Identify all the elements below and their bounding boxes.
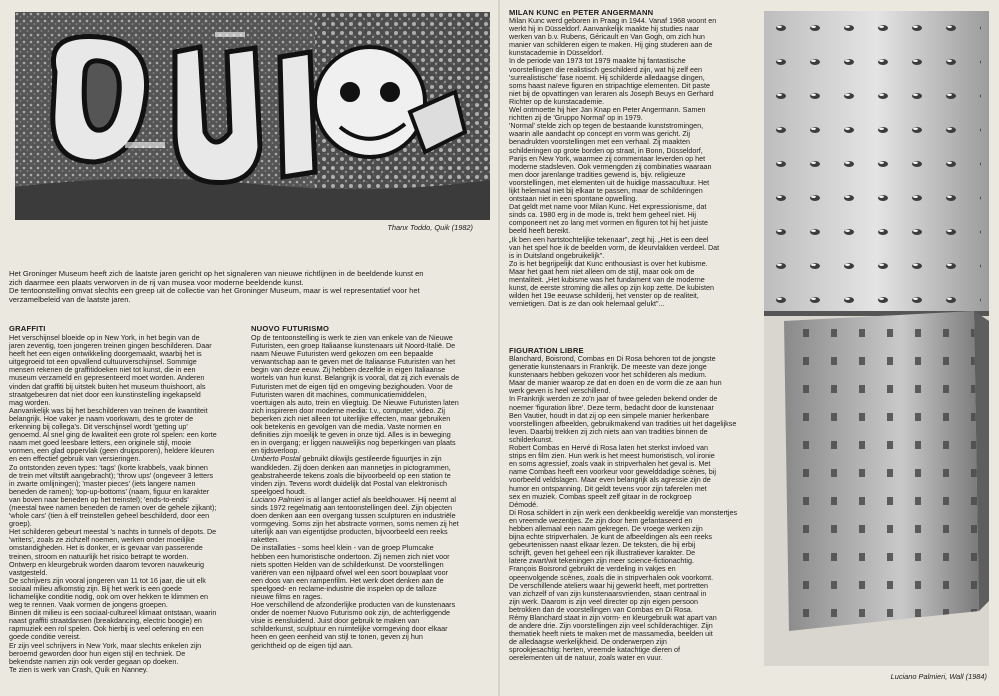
figuration-libre-text: Blanchard, Boisrond, Combas en Di Rosa behoren tot de jongste generatie kunstenaars in Frankrijk. De meeste van deze jonge kunstenaars hebben gekozen voor het schilderen als medium. Maar de manier waarop ze dat en doen en de vorm die ze aan hun werk geven is heel verschillend. In Frankrijk werden ze zo'n jaar of twee geleden bekend onder de noemer 'figuration libre'. Deze term, bedacht door de kunstenaar Ben Vautier, houdt in dat zij op een simpele manier herkenbare voorstellingen afbeelden, gebruikmakend van tradities uit het dagelijkse leven. Daarbij trekken zij zich niets aan van tradities binnen de schilderkunst. Robert Combas en Hervé di Rosa laten het sterkst invloed van strips en film zien. Hun werk is het meest humoristisch, vol ironie en soms agressief, zoals vaak in stripverhalen het geval is. Met name Combas heeft een voorkeur voor gewelddadige scènes, bij voorbeeld veldslagen. Maar even belangrijk als agressie zijn de humor en ontspanning. Dit geldt tevens voor zijn taferelen met sex en muziek. Combas speelt zelf gitaar in de rockgroep Démodé. Di Rosa schildert in zijn werk een denkbeeldig wereldje van monstertjes en vreemde wezentjes. Ze zijn door hem gefantaseerd en hebben allemaal een naam gekregen. De vroege werken zijn bijna echte stripverhalen. Je kunt de afbeeldingen als een reeks gebeurtenissen naast elkaar lezen. De teksten, die hij erbij schrijft, geven het geheel een rijk illustratiever karakter. De latere zwart/wit tekeningen zijn meer science-fictionachtig. François Boisrond gebruikt de verdeling in vakjes en opeenvolgende scènes, zoals die in stripverhalen ook voorkomt. De verschillende ateliers waar hij gewerkt heeft, met portretten van zichzelf of van zijn kunstenaarsvrienden, staan centraal in zijn werk. Daarom is zijn veel directer op zijn eigen persoon betrokken dan de voorstellingen van Combas en Di Rosa. Rémy Blanchard staat in zijn vorm- en kleurgebruik wat apart van de andere drie. Zijn voorstellingen zijn veel schilderachtiger. Zijn thematiek heeft niets te maken met de massamedia, beelden uit de alledaagse werkelijkheid. De onderwerpen zijn sprookjesachtig: herten, vreemde katachtige dieren of oerelementen uit de natuur, zoals water en vuur.	[509, 354, 738, 663]
artist-name-postal: Umberto Postal	[251, 454, 301, 464]
nuovo-futurismo-heading: NUOVO FUTURISMO	[251, 324, 330, 333]
kunc-text: Milan Kunc werd geboren in Praag in 1944. Vanaf 1968 woont en werkt hij in Düsseldorf. Aanvankelijk maakte hij studies naar werken van b.v. Rubens, Géricault en Van Gogh, om zich hun manier van schilderen eigen te maken. Hij ging studeren aan de kunstacademie in Düsseldorf. In de periode van 1973 tot 1979 maakte hij fantastische voorstellingen die realistisch geschilderd zijn, wat hij zelf een 'surrealistische' fase noemt. Hij schilderde alledaagse dingen, soms haast naïeve figuren en stripachtige elementen. Dit paste niet bij de opvattingen van leraren als Joseph Beuys en Gerhard Richter op de kunstacademie. Wel ontmoette hij hier Jan Knap en Peter Angermann. Samen richtten zij de 'Gruppo Normal' op in 1979. 'Normal' stelde zich op tegen de bestaande kunststromingen, waarin alle aandacht op concept en vorm was gericht. Zij benadrukten voorstellingen met een verhaal. Zij maakten schilderingen op grote borden op straat, in Bonn, Düsseldorf, Parijs en New York, waarmee zij commentaar leverden op het moderne stadsleven. Ook vermengden zij combinaties waaraan men door jarenlange tradities gewend is, bijv. religieuze voorstellingen, met elementen uit de huidige massacultuur. Het lijkt helemaal niet bij elkaar te passen, maar de schilderingen ontstaan niet in een spontane opwelling. Dat geldt met name voor Milan Kunc. Het expressionisme, dat sinds ca. 1980 erg in de mode is, trekt hem geheel niet. Hij componeert net zo lang met vormen en figuren tot hij het juiste beeld heeft bereikt. „Ik ben een hartstochtelijke tekenaar", zegt hij. „Het is een deel van het spel hoe ik de beelden vorm, de kleurvlakken verdeel. Dat is in Duitsland ongebruikelijk". Zo is het begrijpelijk dat Kunc enthousiast is over het kubisme. Maar het gaat hem niet alleen om de stijl, maar ook om de mentaliteit. „Het kubisme was het fundament van de moderne kunst, de eerste stroming die alles op zijn kop zette. De kubisten wilden het 19e eeuwse schilderij, het venster op de realiteit, vernietigen. Dat is ze dan ook helemaal gelukt"...	[509, 16, 720, 309]
nuovo-futurismo-p1: Op de tentoonstelling is werk te zien van enkele van de Nieuwe Futuristen, een groep Italiaanse kunstenaars uit Noord-Italië. De naam Nieuwe Futuristen werd gekozen om een bepaalde verwantschap aan te geven met de Italiaanse Futuristen van het begin van deze eeuw. Zij hebben dezelfde in eigen Italiaanse wortels van hun kunst. Belangrijk is vooral, dat zij zich evenals de Futuristen met de eigen tijd en omgeving bezighouden. Voor de Futuristen waren dit machines, communicatiemiddelen, voertuigen als auto, trein en vliegtuig. De Nieuwe Futuristen laten zich inspireren door moderne media: t.v., computer, video. Zij beperken zich niet alleen tot uiterlijke effecten, maar gebruiken ook betekenis en gevolgen van die media. Vaste normen en definities zijn moeilijk te geven in onze tijd. Alles is in beweging en in overgang; er liggen nauwelijks nog beperkingen van plaats en tijdsverloop.	[251, 333, 460, 456]
graffiti-text: Het verschijnsel bloeide op in New York, in het begin van de jaren zeventig, toen jongeren treinen gingen beschilderen. Daar heeft het een eigen ontwikkeling doorgemaakt, waarbij het is uitgegroeid tot een opvallend cultuurverschijnsel. Sommige mensen rekenen de graffitidoeken niet tot kunst, die in een museum verzameld en gepresenteerd moet worden. Anderen vinden dat graffiti bij uitstek buiten het museum thuishoort, als straatgebeuren dat niet door een kunstinstelling ingekapseld mag worden. Aanvankelijk was bij het beschilderen van treinen de kwantiteit belangrijk. Hoe vaker je naam voorkwam, des te groter de erkenning bij collega's. Dit verschijnsel wordt 'getting up' genoemd. Al snel ging de kwaliteit een grote rol spelen: een korte naam met goed leesbare letters, een originele stijl, mooie vormen, een glad oppervlak (geen druipsporen), heldere kleuren en een effectief gebruik van versieringen. Zo ontstonden zeven types: 'tags' (korte krabbels, vaak binnen de trein met viltstift aangebracht); 'throw ups' (ongeveer 3 letters in zwarte omlijningen); 'master pieces' (iets langere namen beneden de ramen); 'top-up-bottoms' (naam, figuur en karakter van boven naar beneden op het treinstel); 'ends-to-ends' (meestal twee namen beneden de ramen over de gehele zijkant); 'whole cars' (tien à elf treinstellen geheel beschilderd, door een groep). Het schilderen gebeurt meestal 's nachts in tunnels of depots. De 'writers', zoals ze zichzelf noemen, werken onder moeilijke omstandigheden. Het is donker, er is gevaar van passerende treinen, stroom en natuurlijk het risico betrapt te worden. Ontwerp en kleurgebruik worden daarom tevoren nauwkeurig vastgesteld. De schrijvers zijn vooral jongeren van 11 tot 16 jaar, die uit elk sociaal milieu afkomstig zijn. Bij het werk is een goede lichamelijke conditie nodig, ook om over hekken te klimmen en weg te rennen. Vaak vormen de jongens groepen. Binnen dit milieu is een sociaal-cultureel klimaat ontstaan, waarin naast graffiti straatdansen (breakdancing, electric boogie) en rapmuziek een rol spelen. Ook hierbij is veel oefening en een goede conditie vereist. Er zijn veel schrijvers in New York, maar slechts enkelen zijn beroemd geworden door hun eigen stijl en techniek. De bekendste namen zijn ook verder gegaan op doeken. Te zien is werk van Crash, Quik en Nanney.	[9, 333, 217, 674]
kunc-heading: MILAN KUNC en PETER ANGERMANN	[509, 8, 654, 17]
figuration-libre-heading: FIGURATION LIBRE	[509, 346, 584, 355]
nuovo-futurismo-p2: gebruikt dikwijls gestileerde figuurtjes in zijn wandkleden. Zij doen denken aan mannetjes in pictogrammen, geabstraheerde tekens zoals die bijvoorbeeld op een station te vinden zijn. Tevens wordt duidelijk dat Postal van elektronisch speelgoed houdt.	[251, 454, 451, 496]
graffiti-photo	[15, 12, 490, 220]
graffiti-heading: GRAFFITI	[9, 324, 46, 333]
page-fold	[498, 0, 500, 696]
photo-caption-graffiti: Thanx Toddo, Quik (1982)	[387, 223, 473, 232]
photo-caption-palmieri: Luciano Palmieri, Wall (1984)	[890, 672, 987, 681]
nuovo-futurismo-p3: is al langer actief als beeldhouwer. Hij neemt al sinds 1972 regelmatig aan tentoonstellingen deel. Zijn objecten doen denken aan een overgang tussen sculpturen en industriële vormgeving. Soms zijn het abstracte vormen, soms nemen zij het uiterlijk aan van eigentijdse producten, bijvoorbeeld een reeks raketten.	[251, 494, 459, 545]
palmieri-wall-photo	[764, 11, 989, 666]
intro-paragraph: Het Groninger Museum heeft zich de laatste jaren gericht op het signaleren van nieuwe richtlijnen in de beeldende kunst en zich daarmee een plaats verworven in de rij van musea voor moderne beeldende kunst. De tentoonstelling omvat slechts een greep uit de collectie van het Groninger Museum, maar is wel representatief voor het verzamelbeleid van de laatste jaren.	[9, 269, 424, 304]
wall-sculpture-image	[764, 11, 989, 666]
graffiti-artwork	[15, 12, 490, 220]
artist-name-palmieri: Luciano Palmieri	[251, 494, 305, 504]
nuovo-futurismo-text	[251, 334, 493, 650]
nuovo-futurismo-p4: De installaties - soms heel klein - van de groep Plumcake hebben een humoristische ondertoon. Zij nemen zich niet voor niets spotten Helden van de schilderkunst. De voorstellingen variëren van een nijlpaard ofwel wel een soort bouwplaat voor een doos van een rampenfilm. Het werk doet denken aan de speelgoed- en reclame-industrie die inspelen op de talloze nieuwe films en rages. Hoe verschillend de afzonderlijke producten van de kunstenaars onder de noemer Nuovo Futurismo ook zijn, de achterliggende visie is eensluidend. Juist door gebruik te maken van schilderkunst, sculptuur en ruimtelijke vormgeving door elkaar heen en geen eenheid van stijl te tonen, geven zij hun gerichtheid op de eigen tijd aan.	[251, 543, 456, 650]
